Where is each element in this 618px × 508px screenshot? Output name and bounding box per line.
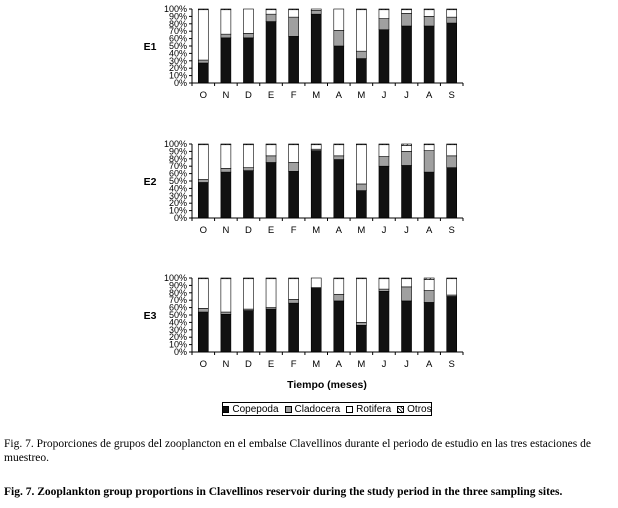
bar-segment-copepoda: [289, 36, 299, 83]
bar-e1-4: [289, 9, 299, 83]
y-tick-label: 10%: [168, 339, 187, 350]
bar-e1-6: [334, 9, 344, 83]
bar-segment-copepoda: [424, 172, 434, 218]
bar-segment-rotifera: [266, 145, 276, 156]
bar-segment-otros: [356, 9, 366, 10]
bar-segment-copepoda: [221, 314, 231, 352]
bar-segment-copepoda: [356, 59, 366, 83]
bar-segment-cladocera: [198, 180, 208, 183]
bar-e1-5: [311, 9, 321, 83]
bar-segment-copepoda: [311, 288, 321, 352]
y-tick-label: 40%: [168, 183, 187, 194]
bar-segment-cladocera: [424, 291, 434, 303]
y-tick-label: 60%: [168, 168, 187, 179]
bar-e3-3: [266, 278, 276, 352]
bar-segment-otros: [221, 278, 231, 279]
bar-segment-copepoda: [356, 191, 366, 218]
bar-e2-9: [402, 144, 412, 218]
panel-label: E2: [143, 176, 157, 188]
bar-segment-cladocera: [402, 287, 412, 301]
x-tick-label: M: [357, 225, 366, 236]
bar-segment-otros: [379, 278, 389, 279]
y-tick-label: 40%: [168, 48, 187, 59]
bar-e1-3: [266, 9, 276, 83]
bar-segment-cladocera: [266, 156, 276, 163]
x-tick-label: J: [381, 90, 387, 101]
legend-swatch-copepoda: [222, 406, 229, 413]
bar-segment-rotifera: [311, 9, 321, 10]
x-tick-label: M: [357, 90, 366, 101]
bar-e2-3: [266, 144, 276, 218]
bar-segment-cladocera: [424, 151, 434, 172]
bar-segment-otros: [424, 278, 434, 279]
bar-segment-rotifera: [221, 10, 231, 34]
bar-segment-otros: [402, 278, 412, 279]
bar-segment-otros: [311, 144, 321, 145]
bar-segment-otros: [447, 9, 457, 10]
x-tick-label: S: [448, 225, 455, 236]
bar-segment-otros: [402, 9, 412, 10]
bar-segment-copepoda: [379, 166, 389, 218]
y-tick-label: 60%: [168, 33, 187, 44]
bar-e3-9: [402, 278, 412, 352]
x-tick-label: F: [290, 90, 297, 101]
bar-segment-rotifera: [356, 145, 366, 184]
bar-segment-rotifera: [334, 9, 344, 30]
bar-e2-5: [311, 144, 321, 218]
bar-e1-8: [379, 9, 389, 83]
bar-segment-copepoda: [402, 301, 412, 352]
bar-segment-otros: [198, 9, 208, 10]
bar-segment-otros: [243, 144, 253, 145]
bar-segment-rotifera: [289, 10, 299, 17]
bar-segment-cladocera: [356, 184, 366, 191]
y-tick-label: 70%: [168, 295, 187, 306]
bar-segment-rotifera: [311, 145, 321, 149]
y-tick-label: 0%: [173, 213, 187, 223]
x-tick-label: J: [404, 359, 409, 370]
bar-segment-cladocera: [402, 13, 412, 26]
bar-segment-otros: [266, 278, 276, 279]
bar-segment-copepoda: [198, 182, 208, 218]
y-tick-label: 20%: [168, 332, 187, 343]
bar-segment-cladocera: [221, 34, 231, 38]
bar-segment-otros: [424, 9, 434, 10]
bar-e3-7: [356, 278, 366, 352]
legend-item-copepoda: [222, 404, 278, 415]
y-tick-label: 0%: [173, 78, 187, 88]
y-tick-label: 80%: [168, 153, 187, 164]
y-tick-label: 100%: [163, 4, 187, 14]
bar-segment-copepoda: [379, 291, 389, 352]
bar-segment-rotifera: [334, 145, 344, 156]
bar-segment-copepoda: [402, 165, 412, 218]
x-tick-label: A: [335, 90, 342, 101]
bar-e2-2: [243, 144, 253, 218]
bar-segment-rotifera: [311, 278, 321, 288]
y-tick-label: 90%: [168, 280, 187, 291]
bar-segment-rotifera: [379, 10, 389, 19]
bar-segment-copepoda: [289, 171, 299, 218]
bar-segment-cladocera: [334, 30, 344, 46]
bar-segment-cladocera: [379, 157, 389, 167]
bar-segment-cladocera: [356, 322, 366, 325]
bar-segment-rotifera: [424, 10, 434, 17]
bar-segment-cladocera: [289, 17, 299, 36]
x-tick-label: F: [290, 359, 297, 370]
x-tick-label: M: [357, 359, 366, 370]
legend-swatch-cladocera: [285, 406, 292, 413]
x-tick-label: A: [425, 359, 433, 370]
y-tick-label: 40%: [168, 317, 187, 328]
bar-e3-5: [311, 278, 321, 352]
panel-e1: [144, 4, 463, 101]
bar-segment-rotifera: [402, 145, 412, 151]
bar-segment-copepoda: [424, 26, 434, 83]
legend-label-copepoda: Copepoda: [232, 403, 279, 415]
bar-segment-rotifera: [243, 9, 253, 33]
y-tick-label: 50%: [168, 176, 187, 186]
bar-segment-otros: [198, 278, 208, 279]
bar-segment-otros: [379, 9, 389, 10]
bar-segment-otros: [289, 9, 299, 10]
bar-segment-copepoda: [289, 303, 299, 352]
bar-e2-8: [379, 144, 389, 218]
x-tick-label: M: [312, 225, 321, 236]
x-tick-label: D: [245, 90, 252, 101]
legend-item-cladocera: [285, 404, 341, 415]
x-tick-label: E: [267, 359, 275, 370]
y-tick-label: 60%: [168, 302, 187, 313]
x-tick-label: A: [425, 225, 433, 236]
y-tick-label: 90%: [168, 11, 187, 22]
x-tick-label: F: [290, 225, 297, 236]
x-tick-label: O: [199, 90, 207, 101]
bar-segment-rotifera: [221, 145, 231, 169]
bar-segment-copepoda: [379, 30, 389, 83]
bar-segment-cladocera: [334, 156, 344, 160]
bar-segment-rotifera: [424, 145, 434, 151]
bar-segment-copepoda: [334, 160, 344, 218]
bar-e3-2: [243, 278, 253, 352]
x-tick-label: A: [335, 225, 342, 236]
bar-segment-otros: [356, 144, 366, 145]
bar-segment-rotifera: [424, 279, 434, 290]
bar-segment-rotifera: [334, 279, 344, 295]
bar-e2-1: [221, 144, 231, 218]
legend-label-otros: Otros: [407, 403, 432, 415]
panel-label: E3: [143, 310, 157, 322]
bar-segment-otros: [198, 144, 208, 145]
bar-segment-otros: [243, 278, 253, 279]
bar-segment-rotifera: [402, 279, 412, 287]
bar-segment-rotifera: [447, 279, 457, 295]
bar-segment-cladocera: [402, 151, 412, 165]
bar-segment-rotifera: [221, 279, 231, 312]
bar-e1-9: [402, 9, 412, 83]
x-tick-label: M: [312, 359, 321, 370]
legend-label-cladocera: Cladocera: [294, 403, 341, 415]
caption-spanish: Fig. 7. Proporciones de grupos del zooplancton en el embalse Clavellinos durante el periodo de estudio en las tres estaciones de muestreo.: [4, 438, 591, 464]
x-tick-label: D: [245, 359, 252, 370]
bar-segment-copepoda: [311, 151, 321, 218]
bar-segment-rotifera: [243, 145, 253, 168]
bar-segment-rotifera: [379, 145, 389, 157]
bar-e2-4: [289, 144, 299, 218]
bar-segment-otros: [266, 9, 276, 10]
bar-segment-copepoda: [266, 309, 276, 352]
bar-segment-cladocera: [221, 168, 231, 172]
bar-segment-otros: [424, 144, 434, 145]
x-tick-label: J: [404, 90, 409, 101]
bar-segment-copepoda: [311, 14, 321, 83]
bar-segment-cladocera: [379, 19, 389, 30]
bar-segment-cladocera: [221, 312, 231, 314]
y-tick-label: 100%: [163, 273, 187, 283]
y-tick-label: 30%: [168, 324, 187, 335]
bar-segment-cladocera: [198, 308, 208, 312]
x-tick-label: S: [448, 359, 455, 370]
bar-segment-copepoda: [424, 302, 434, 352]
bar-segment-copepoda: [334, 46, 344, 83]
bar-segment-otros: [447, 144, 457, 145]
bar-segment-otros: [402, 144, 412, 145]
bar-segment-cladocera: [243, 168, 253, 171]
bar-segment-rotifera: [198, 145, 208, 180]
y-tick-label: 20%: [168, 198, 187, 209]
x-tick-label: J: [381, 225, 387, 236]
y-tick-label: 80%: [168, 287, 187, 298]
bar-segment-cladocera: [289, 163, 299, 172]
bar-e2-0: [198, 144, 208, 218]
bar-e2-6: [334, 144, 344, 218]
bar-segment-copepoda: [198, 63, 208, 83]
bar-e3-11: [447, 278, 457, 352]
legend-item-otros: [397, 404, 431, 415]
bar-segment-rotifera: [289, 145, 299, 163]
bar-segment-cladocera: [266, 14, 276, 21]
bar-segment-cladocera: [289, 299, 299, 303]
x-tick-label: A: [425, 90, 433, 101]
bar-segment-copepoda: [243, 171, 253, 218]
bar-segment-rotifera: [447, 145, 457, 156]
x-tick-label: S: [448, 90, 455, 101]
bar-segment-otros: [379, 144, 389, 145]
bar-segment-copepoda: [243, 311, 253, 352]
bar-segment-rotifera: [198, 279, 208, 309]
bar-segment-rotifera: [243, 279, 253, 309]
bar-segment-copepoda: [356, 325, 366, 352]
bar-e1-7: [356, 9, 366, 83]
bar-segment-rotifera: [266, 279, 276, 308]
panel-label: E1: [143, 41, 157, 53]
legend-swatch-otros: [397, 406, 404, 413]
bar-segment-rotifera: [289, 279, 299, 300]
bar-segment-cladocera: [447, 17, 457, 23]
x-tick-label: A: [335, 359, 342, 370]
bar-segment-rotifera: [198, 10, 208, 60]
x-tick-label: N: [222, 90, 230, 101]
bar-segment-otros: [356, 278, 366, 279]
x-tick-label: M: [312, 90, 321, 101]
bar-segment-otros: [289, 278, 299, 279]
bar-segment-rotifera: [356, 279, 366, 323]
bar-segment-rotifera: [379, 279, 389, 289]
bar-e2-10: [424, 144, 434, 218]
bar-e3-10: [424, 278, 434, 352]
legend-label-rotifera: Rotifera: [356, 403, 392, 415]
x-tick-label: J: [404, 225, 409, 236]
bar-e1-11: [447, 9, 457, 83]
panel-e2: [144, 139, 463, 236]
y-tick-label: 30%: [168, 55, 187, 66]
x-tick-label: O: [199, 225, 207, 236]
bar-segment-rotifera: [266, 10, 276, 14]
bar-segment-cladocera: [334, 294, 344, 301]
bar-segment-copepoda: [334, 301, 344, 352]
bar-segment-rotifera: [356, 10, 366, 51]
x-tick-label: E: [267, 225, 275, 236]
bar-segment-copepoda: [266, 22, 276, 83]
bar-e1-0: [198, 9, 208, 83]
bar-segment-copepoda: [266, 163, 276, 219]
bar-segment-otros: [266, 144, 276, 145]
legend-swatch-rotifera: [346, 406, 353, 413]
bar-segment-cladocera: [379, 289, 389, 291]
bar-segment-otros: [447, 278, 457, 279]
x-tick-label: N: [222, 359, 230, 370]
bar-segment-cladocera: [243, 33, 253, 37]
y-tick-label: 30%: [168, 190, 187, 201]
y-tick-label: 10%: [168, 70, 187, 81]
y-tick-label: 10%: [168, 205, 187, 216]
y-tick-label: 50%: [168, 41, 187, 51]
bar-segment-copepoda: [198, 312, 208, 352]
bar-segment-rotifera: [447, 10, 457, 17]
bar-segment-otros: [334, 144, 344, 145]
x-tick-label: N: [222, 225, 230, 236]
bar-segment-copepoda: [221, 38, 231, 83]
bar-segment-cladocera: [311, 10, 321, 14]
legend-item-rotifera: [346, 404, 391, 415]
y-tick-label: 50%: [168, 310, 187, 320]
chart-legend: [222, 402, 432, 416]
bar-segment-rotifera: [402, 10, 412, 14]
bar-segment-cladocera: [198, 60, 208, 63]
bar-e1-2: [243, 9, 253, 83]
bar-segment-cladocera: [356, 51, 366, 58]
bar-e2-11: [447, 144, 457, 218]
bar-e3-8: [379, 278, 389, 352]
bar-e1-10: [424, 9, 434, 83]
bar-segment-otros: [289, 144, 299, 145]
y-tick-label: 70%: [168, 161, 187, 172]
x-tick-label: D: [245, 225, 252, 236]
y-tick-label: 20%: [168, 63, 187, 74]
y-tick-label: 0%: [173, 347, 187, 357]
x-tick-label: J: [381, 359, 387, 370]
bar-e3-6: [334, 278, 344, 352]
y-tick-label: 70%: [168, 26, 187, 37]
x-tick-label: O: [199, 359, 207, 370]
bar-e3-4: [289, 278, 299, 352]
bar-segment-copepoda: [447, 23, 457, 83]
bar-segment-cladocera: [424, 16, 434, 26]
bar-segment-copepoda: [447, 168, 457, 218]
bar-segment-otros: [334, 278, 344, 279]
bar-segment-copepoda: [447, 297, 457, 353]
bar-segment-copepoda: [243, 38, 253, 83]
bar-segment-otros: [221, 9, 231, 10]
bar-e2-7: [356, 144, 366, 218]
caption-english: Fig. 7. Zooplankton group proportions in Clavellinos reservoir during the study period in the three sampling sites.: [4, 486, 563, 498]
bar-segment-copepoda: [221, 172, 231, 218]
x-axis-title: Tiempo (meses): [287, 379, 367, 391]
bar-segment-cladocera: [447, 156, 457, 168]
y-tick-label: 80%: [168, 18, 187, 29]
bar-e1-1: [221, 9, 231, 83]
bar-segment-otros: [221, 144, 231, 145]
y-tick-label: 90%: [168, 146, 187, 157]
x-tick-label: E: [267, 90, 275, 101]
bar-segment-copepoda: [402, 26, 412, 83]
bar-e3-1: [221, 278, 231, 352]
bar-e3-0: [198, 278, 208, 352]
panel-e3: [144, 273, 463, 370]
y-tick-label: 100%: [163, 139, 187, 149]
